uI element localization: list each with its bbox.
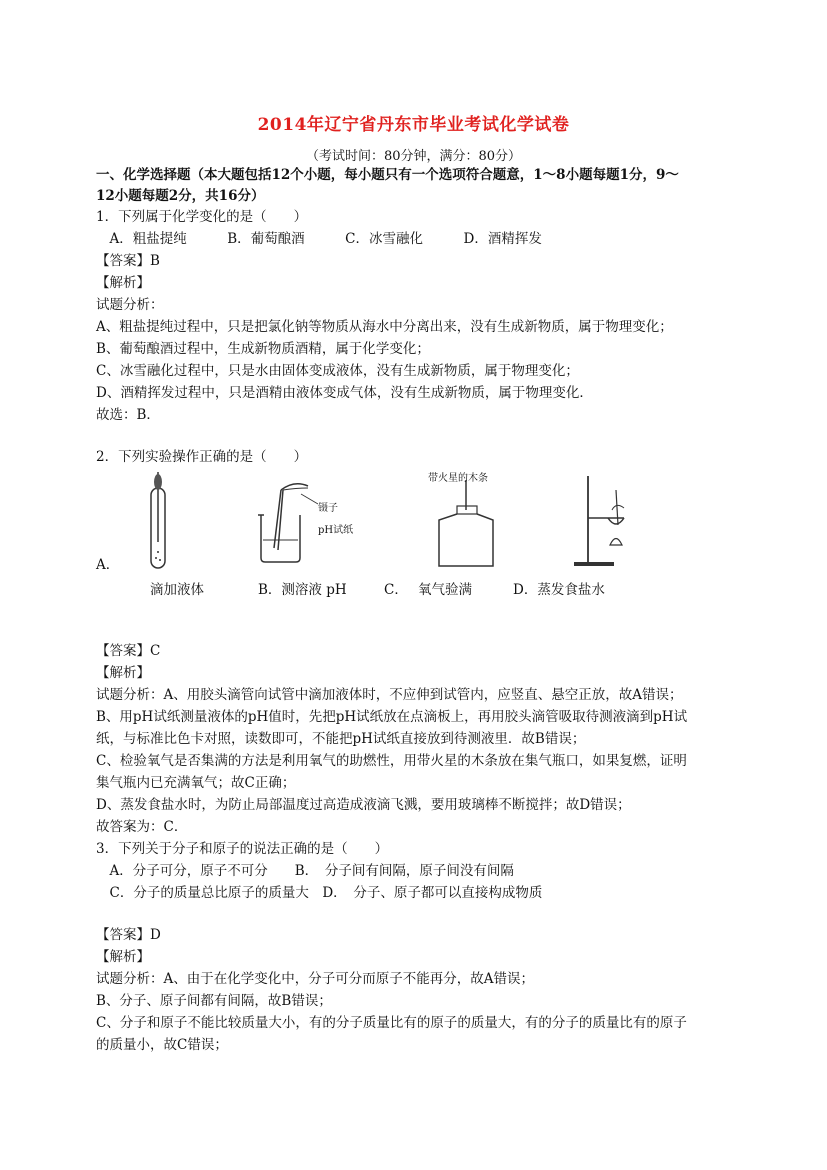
q1-analysis-line: D、酒精挥发过程中，只是酒精由液体变成气体，没有生成新物质，属于物理变化． [96, 385, 593, 401]
q3-analysis-line: B、分子、原子间都有间隔，故B错误； [96, 993, 332, 1009]
fig-c-caption: 氧气验满 [418, 582, 472, 598]
fig-label-ph-paper: pH试纸 [318, 525, 354, 536]
q2-analysis-line: 故答案为：C． [96, 819, 188, 835]
q2-stem: 2．下列实验操作正确的是（ ） [96, 449, 308, 465]
section-heading-cont: 12小题每题2分，共16分） [96, 188, 265, 204]
q2-analysis-line: 纸，与标准比色卡对照，读数即可，不能把pH试纸直接放到待测液里．故B错误； [96, 731, 586, 747]
q1-options: A．粗盐提纯 B．葡萄酿酒 C．冰雪融化 D．酒精挥发 [96, 231, 542, 247]
fig-a-caption: 滴加液体 [150, 582, 204, 598]
q2-analysis-line: B、用pH试纸测量液体的pH值时，先把pH试纸放在点滴板上，再用胶头滴管吸取待测液滴到pH试 [96, 709, 688, 725]
q1-analysis-line: C、冰雪融化过程中，只是水由固体变成液体，没有生成新物质，属于物理变化； [96, 363, 579, 379]
q3-options: A．分子可分，原子不可分 B． 分子间有间隔，原子间没有间隔 [96, 863, 514, 879]
page-title: 2014年辽宁省丹东市毕业考试化学试卷 [257, 115, 570, 135]
q2-analysis-label: 【解析】 [96, 665, 150, 681]
q2-answer: 【答案】C [96, 643, 161, 659]
q3-stem: 3．下列关于分子和原子的说法正确的是（ ） [96, 841, 389, 857]
q3-analysis-line: 试题分析：A、由于在化学变化中，分子可分而原子不能再分，故A错误； [96, 971, 534, 987]
q1-analysis-intro: 试题分析： [96, 297, 164, 313]
q1-stem: 1．下列属于化学变化的是（ ） [96, 209, 308, 225]
exam-info: （考试时间：80分钟，满分：80分） [305, 149, 522, 164]
beaker-ph-paper-figure [246, 470, 356, 570]
q1-answer: 【答案】B [96, 253, 160, 269]
q3-analysis-line: C、分子和原子不能比较质量大小，有的分子质量比有的原子的质量大，有的分子的质量比有的原子 [96, 1015, 687, 1031]
q1-analysis-line: A、粗盐提纯过程中，只是把氯化钠等物质从海水中分离出来，没有生成新物质，属于物理变化； [96, 319, 673, 335]
q2-analysis-line: 试题分析：A、用胶头滴管向试管中滴加液体时，不应伸到试管内，应竖直、悬空正放，故A错误； [96, 687, 683, 703]
section-heading: 一、化学选择题（本大题包括12个小题，每小题只有一个选项符合题意，1～8小题每题1分，9～ [96, 167, 679, 183]
q3-analysis-label: 【解析】 [96, 949, 150, 965]
q3-analysis-line: 的质量小，故C错误； [96, 1037, 228, 1053]
q1-analysis-line: 故选：B． [96, 407, 160, 423]
fig-label-splint: 带火星的木条 [428, 473, 488, 484]
q2-analysis-line: C、检验氧气是否集满的方法是利用氧气的助燃性，用带火星的木条放在集气瓶口，如果复燃，证明 [96, 753, 687, 769]
dropper-test-tube-figure [116, 470, 186, 570]
q3-options: C．分子的质量总比原子的质量大 D． 分子、原子都可以直接构成物质 [96, 885, 543, 901]
q2-analysis-line: 集气瓶内已充满氧气；故C正确； [96, 775, 296, 791]
q3-answer: 【答案】D [96, 927, 161, 943]
fig-d-caption: D．蒸发食盐水 [513, 582, 605, 598]
q2-analysis-line: D、蒸发食盐水时，为防止局部温度过高造成液滴飞溅，要用玻璃棒不断搅拌；故D错误； [96, 797, 631, 813]
fig-a-prefix: A． [96, 557, 120, 573]
q1-analysis-label: 【解析】 [96, 275, 150, 291]
q2-figures [96, 470, 656, 580]
fig-label-tweezers: 镊子 [318, 503, 338, 514]
evaporation-setup-figure [566, 470, 656, 570]
fig-c-prefix: C． [384, 582, 408, 598]
fig-b-caption: B．测溶液 pH [258, 582, 347, 598]
q1-analysis-line: B、葡萄酿酒过程中，生成新物质酒精，属于化学变化； [96, 341, 430, 357]
